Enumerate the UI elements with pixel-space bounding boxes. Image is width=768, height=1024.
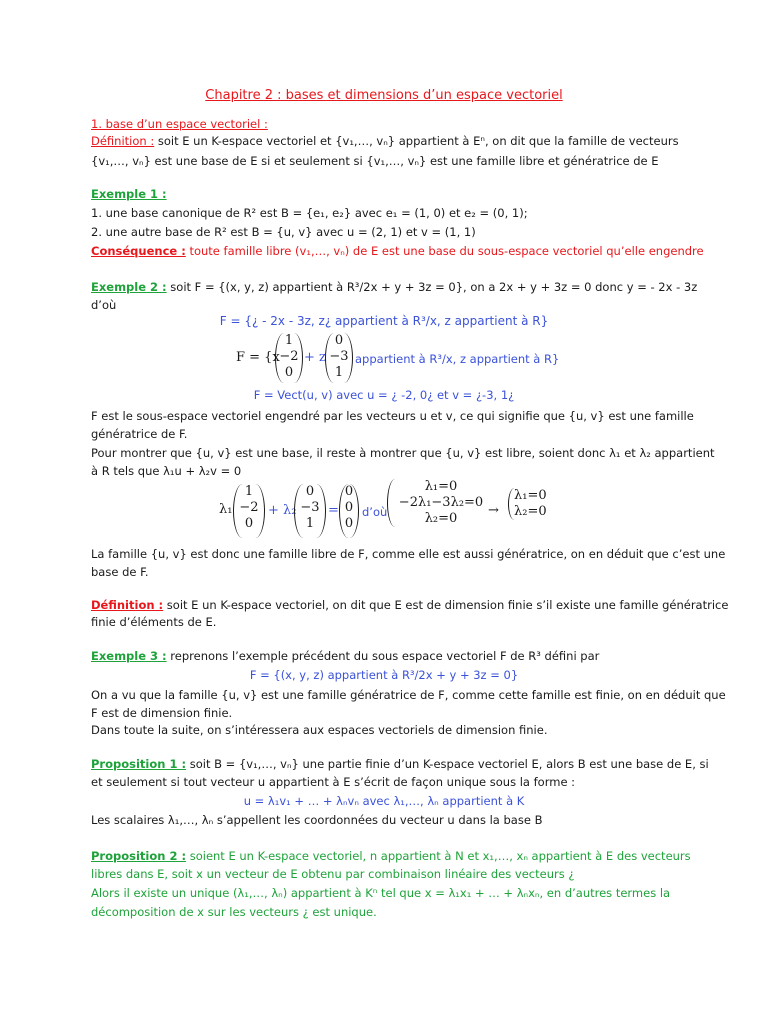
column-vector-u-2 [233, 484, 265, 538]
consequence-label: Conséquence : [91, 244, 186, 258]
equals-sign: = [328, 503, 339, 518]
proposition-1-label: Proposition 1 : [91, 757, 187, 771]
example-3-label: Exemple 3 : [91, 649, 167, 663]
example-2-para-6: base de F. [91, 565, 149, 579]
example-2-para-2: génératrice de F. [91, 427, 188, 441]
column-vector-v-2 [294, 484, 326, 538]
definition-2-label: Définition : [91, 598, 164, 612]
proposition-2-line-3: Alors il existe un unique (λ₁,…, λₙ) appartient à Kⁿ tel que x = λ₁x₁ + … + λₙxₙ, en d’autres termes la [91, 886, 671, 900]
vec-v-c1: 0 [334, 333, 344, 348]
proposition-1-equation: u = λ₁v₁ + … + λₙvₙ avec λ₁,…, λₙ appartient à K [243, 794, 525, 808]
example-3-text: reprenons l’exemple précédent du sous espace vectoriel F de R³ défini par [166, 649, 600, 663]
definition-label: Définition : [91, 134, 155, 148]
proposition-2-line-2: libres dans E, soit x un vecteur de E obtenu par combinaison linéaire des vecteurs ¿ [91, 867, 575, 881]
lambda1-coef: λ₁ [219, 502, 233, 517]
example-3-line-2: On a vu que la famille {u, v} est une famille génératrice de F, comme cette famille est finie, on en déduit que [91, 688, 726, 702]
example-2-para-4: à R tels que λ₁u + λ₂v = 0 [91, 464, 242, 478]
example-1-line-2: 2. une autre base de R² est B = {u, v} avec u = (2, 1) et v = (1, 1) [91, 225, 476, 239]
example-2-para-5: La famille {u, v} est donc une famille libre de F, comme elle est aussi génératrice, on en déduit que c’est une [91, 547, 726, 561]
solution-eq-1: λ₁=0 [514, 488, 547, 503]
example-3-line-4: Dans toute la suite, on s’intéressera aux espaces vectoriels de dimension finie. [91, 723, 548, 737]
example-2-label: Exemple 2 : [91, 280, 167, 294]
page-title: Chapitre 2 : bases et dimensions d’un espace vectoriel [205, 88, 563, 103]
zero-c3: 0 [344, 516, 354, 531]
plus-lambda2: + λ₂ [268, 503, 297, 518]
vec-u-c3: 0 [284, 365, 294, 380]
proposition-1-text-1: soit B = {v₁,…, vₙ} une partie finie d’un K-espace vectoriel E, alors B est une base de E, si [186, 757, 709, 771]
vec-u-c1: 1 [284, 333, 294, 348]
vec-u2-c2: −2 [239, 500, 259, 515]
vec-v-c2: −3 [329, 349, 349, 364]
equation-vector-suffix: appartient à R³/x, z appartient à R} [355, 352, 560, 366]
example-1-label: Exemple 1 : [91, 187, 167, 201]
example-3-line-3: F est de dimension finie. [91, 706, 233, 720]
definition-line-1 [91, 133, 679, 149]
consequence-text: toute famille libre (v₁,…, vₙ) de E est une base du sous-espace vectoriel qu’elle engendre [185, 244, 704, 258]
example-2-line-2: d’où [91, 298, 117, 312]
column-vector-u [275, 333, 303, 383]
proposition-2-label: Proposition 2 : [91, 849, 187, 863]
example-1-line-1: 1. une base canonique de R² est B = {e₁, e₂} avec e₁ = (1, 0) et e₂ = (0, 1); [91, 206, 528, 220]
equation-vect: F = Vect(u, v) avec u = ¿ -2, 0¿ et v = ¿-3, 1¿ [253, 388, 515, 402]
example-2-line-1 [91, 279, 697, 295]
equation-vector-prefix: F = {x [236, 350, 280, 365]
consequence-line [91, 243, 704, 259]
section-heading: 1. base d’un espace vectoriel : [91, 117, 268, 131]
vec-v2-c3: 1 [305, 516, 315, 531]
equation-set-f: F = {¿ - 2x - 3z, z¿ appartient à R³/x, z appartient à R} [219, 314, 549, 328]
system-of-equations [387, 479, 489, 527]
definition-line-2: {v₁,…, vₙ} est une base de E si et seulement si {v₁,…, vₙ} est une famille libre et génératrice de E [91, 154, 659, 168]
system-eq-1: λ₁=0 [424, 479, 458, 494]
d-ou-label: d’où [362, 505, 388, 519]
proposition-2-line-4: décomposition de x sur les vecteurs ¿ est unique. [91, 905, 377, 919]
column-vector-v [325, 333, 353, 383]
vec-v2-c2: −3 [300, 500, 320, 515]
plus-z: + z [304, 350, 326, 365]
proposition-2-text-1: soient E un K-espace vectoriel, n appartient à N et x₁,…, xₙ appartient à E des vecteurs [186, 849, 691, 863]
definition-2-line-2: finie d’éléments de E. [91, 615, 217, 629]
example-2-para-3: Pour montrer que {u, v} est une base, il reste à montrer que {u, v} est libre, soient donc λ₁ et λ₂ appartient [91, 446, 715, 460]
proposition-1-line-2: et seulement si tout vecteur u appartient à E s’écrit de façon unique sous la forme : [91, 775, 576, 789]
zero-c1: 0 [344, 484, 354, 499]
zero-vector [339, 484, 359, 538]
zero-c2: 0 [344, 500, 354, 515]
proposition-1-line-1 [91, 756, 709, 772]
proposition-1-line-3: Les scalaires λ₁,…, λₙ s’appellent les coordonnées du vecteur u dans la base B [91, 813, 543, 827]
definition-text-1: soit E un K-espace vectoriel et {v₁,…, vₙ} appartient à Eⁿ, on dit que la famille de vecteurs [154, 134, 679, 148]
vec-v2-c1: 0 [305, 484, 315, 499]
vec-u2-c3: 0 [244, 516, 254, 531]
solution-eq-2: λ₂=0 [514, 504, 547, 519]
example-3-equation: F = {(x, y, z) appartient à R³/2x + y + 3z = 0} [249, 668, 519, 682]
solution-system [508, 488, 547, 520]
example-2-text: soit F = {(x, y, z) appartient à R³/2x + y + 3z = 0}, on a 2x + y + 3z = 0 donc y = - 2x - 3z [166, 280, 698, 294]
example-2-para-1: F est le sous-espace vectoriel engendré par les vecteurs u et v, ce qui signifie que {u, v} est une famille [91, 409, 694, 423]
proposition-2-line-1 [91, 848, 691, 864]
definition-2-line-1 [91, 597, 728, 613]
system-eq-3: λ₂=0 [424, 511, 458, 526]
definition-2-text-1: soit E un K-espace vectoriel, on dit que E est de dimension finie s’il existe une famille génératrice [163, 598, 729, 612]
implies-arrow: → [488, 503, 499, 518]
vec-u-c2: −2 [279, 349, 299, 364]
example-3-line-1 [91, 648, 599, 664]
vec-u2-c1: 1 [244, 484, 254, 499]
system-eq-2: −2λ₁−3λ₂=0 [398, 495, 484, 510]
vec-v-c3: 1 [334, 365, 344, 380]
